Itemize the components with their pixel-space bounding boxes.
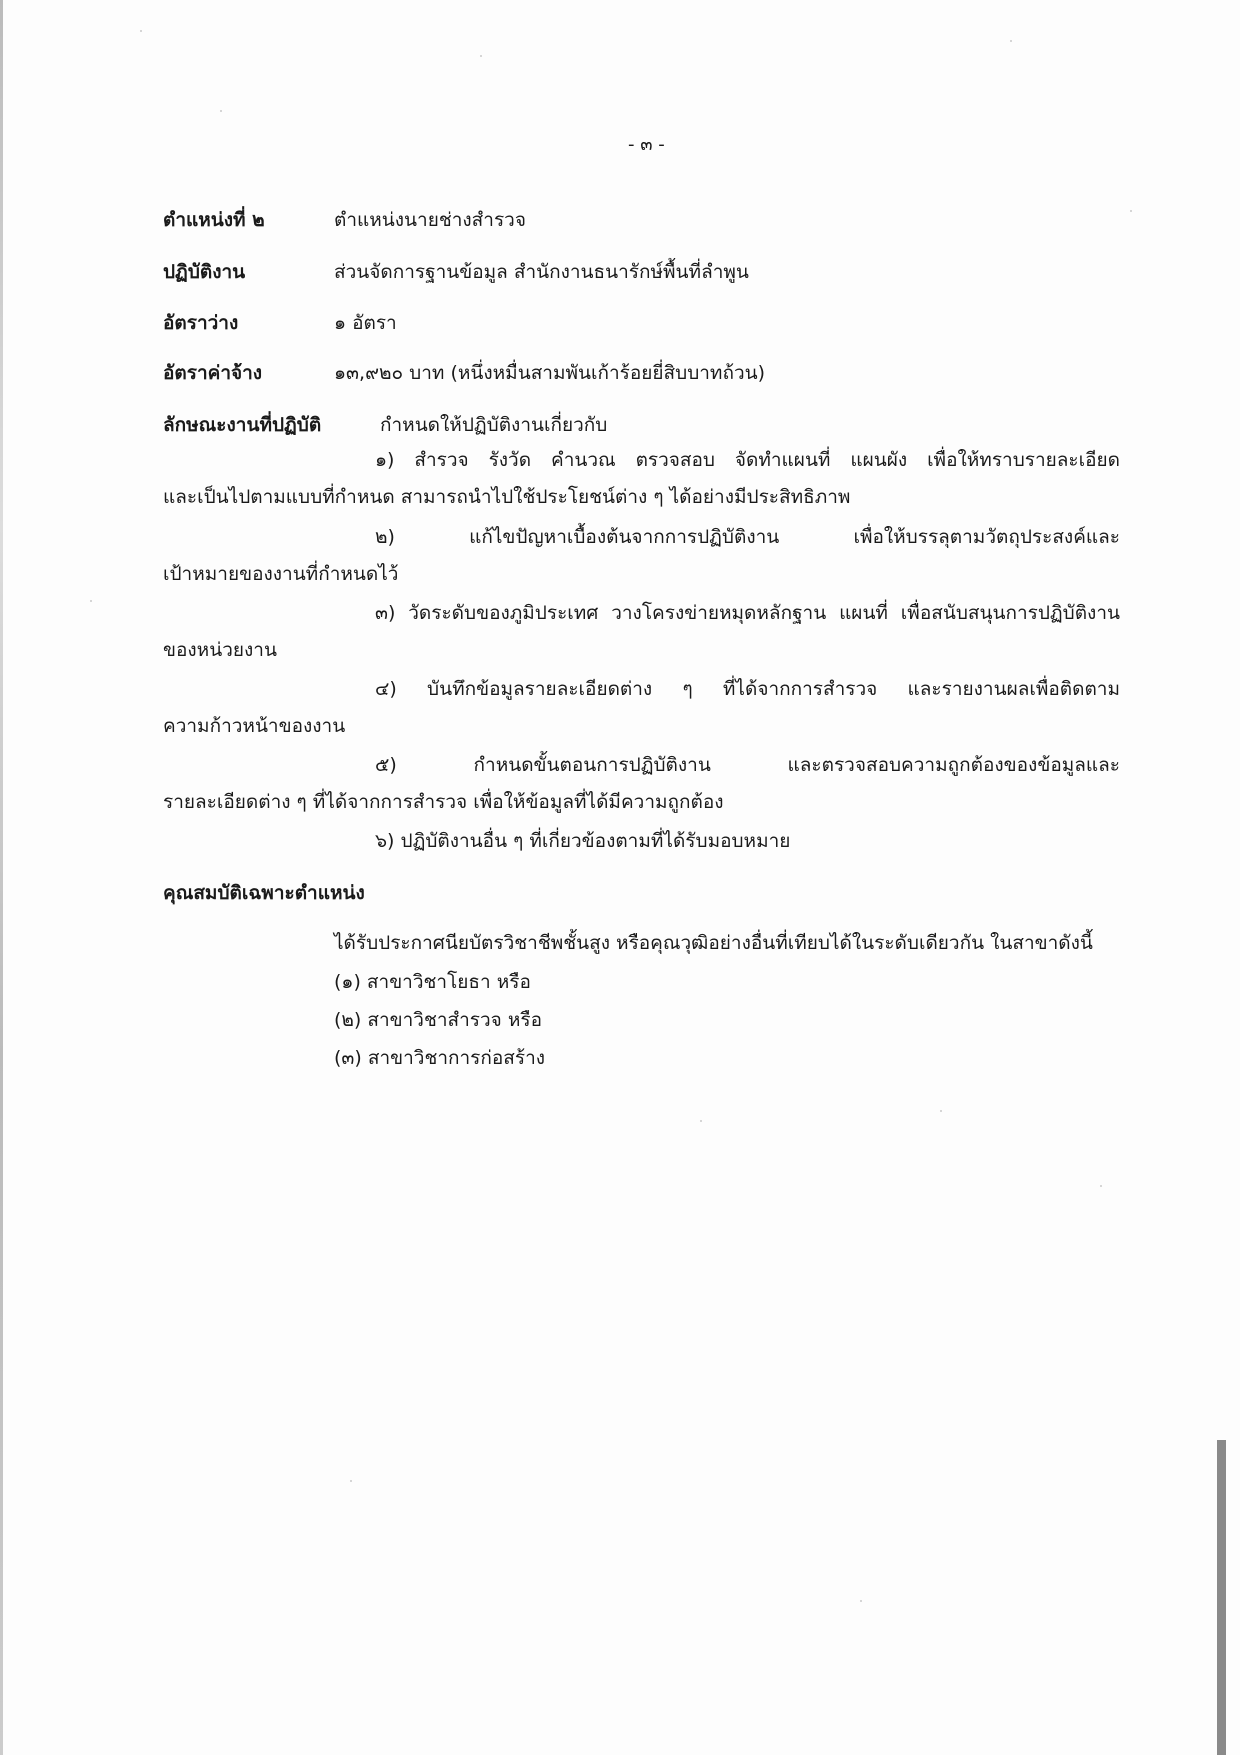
duty-item-6: ๖) ปฏิบัติงานอื่น ๆ ที่เกี่ยวข้องตามที่ได้รับมอบหมาย — [375, 830, 791, 852]
scan-speck — [140, 30, 142, 32]
qualification-item-1: (๑) สาขาวิชาโยธา หรือ — [334, 971, 531, 993]
scan-speck — [1130, 210, 1132, 212]
scan-speck — [480, 55, 482, 57]
duty-item-2: ๒) แก้ไขปัญหาเบื้องต้นจากการปฏิบัติงาน เพื่อให้บรรลุตามวัตถุประสงค์และ — [375, 526, 1120, 548]
scan-speck — [90, 600, 92, 602]
scan-edge-left — [0, 0, 3, 1755]
scan-speck — [860, 1600, 862, 1602]
scan-speck — [350, 1480, 352, 1482]
scan-edge-right — [1217, 1440, 1226, 1755]
duty-item-3: ๓) วัดระดับของภูมิประเทศ วางโครงข่ายหมุดหลักฐาน แผนที่ เพื่อสนับสนุนการปฏิบัติงาน — [375, 602, 1120, 624]
duty-item-5-cont: รายละเอียดต่าง ๆ ที่ได้จากการสำรวจ เพื่อให้ข้อมูลที่ได้มีความถูกต้อง — [163, 791, 724, 813]
duty-item-3-cont: ของหน่วยงาน — [163, 639, 277, 661]
scan-speck — [700, 1120, 702, 1122]
wage-value: ๑๓,๙๒๐ บาท (หนึ่งหมื่นสามพันเก้าร้อยยี่สิบบาทถ้วน) — [334, 362, 766, 384]
scan-speck — [1100, 1185, 1102, 1187]
qualifications-heading: คุณสมบัติเฉพาะตำแหน่ง — [163, 882, 365, 904]
duty-item-5: ๕) กำหนดขั้นตอนการปฏิบัติงาน และตรวจสอบความถูกต้องของข้อมูลและ — [375, 754, 1120, 776]
position-label: ตำแหน่งที่ ๒ — [163, 209, 265, 231]
scan-speck — [220, 110, 222, 112]
duty-item-1: ๑) สำรวจ รังวัด คำนวณ ตรวจสอบ จัดทำแผนที่ แผนผัง เพื่อให้ทราบรายละเอียด — [375, 449, 1120, 471]
page-number: - ๓ - — [628, 134, 665, 155]
duty-item-4-cont: ความก้าวหน้าของงาน — [163, 715, 346, 737]
duties-intro: กำหนดให้ปฏิบัติงานเกี่ยวกับ — [380, 414, 608, 436]
vacancy-label: อัตราว่าง — [163, 312, 239, 334]
qualification-item-2: (๒) สาขาวิชาสำรวจ หรือ — [334, 1009, 542, 1031]
wage-label: อัตราค่าจ้าง — [163, 362, 263, 384]
duties-label: ลักษณะงานที่ปฏิบัติ — [163, 414, 322, 436]
duty-item-1-cont: และเป็นไปตามแบบที่กำหนด สามารถนำไปใช้ประโยชน์ต่าง ๆ ได้อย่างมีประสิทธิภาพ — [163, 486, 851, 508]
work-value: ส่วนจัดการฐานข้อมูล สำนักงานธนารักษ์พื้นที่ลำพูน — [334, 261, 749, 283]
qualifications-intro: ได้รับประกาศนียบัตรวิชาชีพชั้นสูง หรือคุณวุฒิอย่างอื่นที่เทียบได้ในระดับเดียวกัน ในสาขาดังนี้ — [334, 932, 1093, 954]
scan-speck — [940, 1110, 942, 1112]
duty-item-2-cont: เป้าหมายของงานที่กำหนดไว้ — [163, 563, 399, 585]
scan-speck — [1010, 40, 1012, 42]
work-label: ปฏิบัติงาน — [163, 261, 246, 283]
vacancy-value: ๑ อัตรา — [334, 312, 397, 334]
qualification-item-3: (๓) สาขาวิชาการก่อสร้าง — [334, 1047, 546, 1069]
duty-item-4: ๔) บันทึกข้อมูลรายละเอียดต่าง ๆ ที่ได้จากการสำรวจ และรายงานผลเพื่อติดตาม — [375, 678, 1120, 700]
position-value: ตำแหน่งนายช่างสำรวจ — [334, 209, 526, 231]
